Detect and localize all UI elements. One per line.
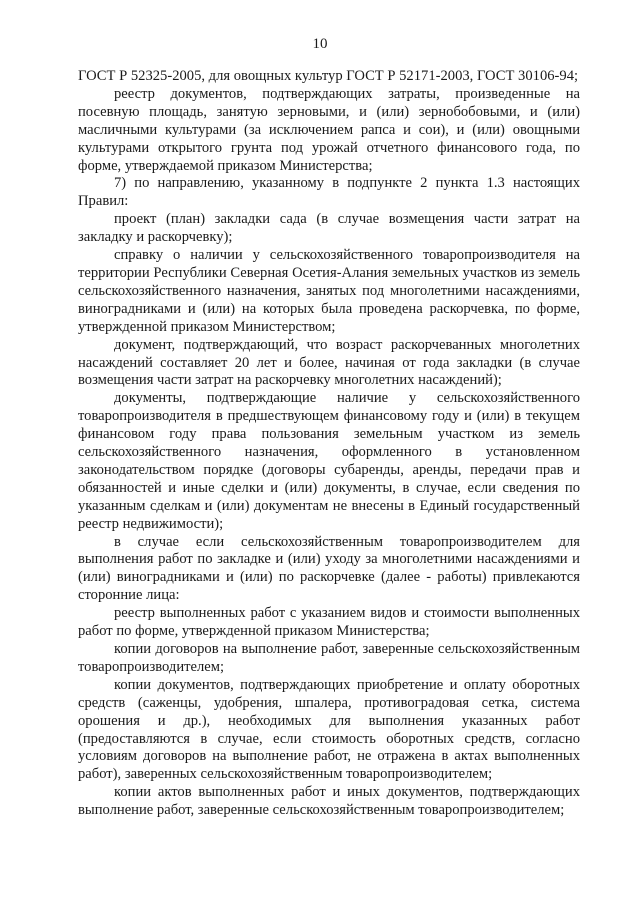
paragraph-contract-copies: копии договоров на выполнение работ, заверенные сельскохозяйственным товаропроизводителем;: [78, 641, 580, 675]
paragraph-acts-copies: копии актов выполненных работ и иных документов, подтверждающих выполнение работ, заверенные сельскохозяйственным товаропроизводителем;: [78, 784, 580, 819]
paragraph-third-parties: в случае если сельскохозяйственным товаропроизводителем для выполнения работ по закладке и (или) уходу за многолетними насаждениями и (или) виноградниками и (или) по раскорчевке (далее - работы) привлекаются сторонние лица:: [78, 533, 580, 604]
document-body: [78, 68, 580, 820]
paragraph-gost-continuation: ГОСТ Р 52325-2005, для овощных культур ГОСТ Р 52171-2003, ГОСТ 30106-94;: [78, 68, 579, 84]
paragraph-land-certificate: справку о наличии у сельскохозяйственного товаропроизводителя на территории Республики Северная Осетия-Алания земельных участков из земель сельскохозяйственного назначения, занятых под многолетними насаждениями, виноградниками и (или) на которых была проведена раскорчевка, по форме, утвержденной приказом Министерством;: [78, 247, 580, 335]
paragraph-plant-age-document: документ, подтверждающий, что возраст раскорчеванных многолетних насаждений составляет 20 лет и более, начиная от года закладки (в случае возмещения части затрат на раскорчевку многолетних насаждений);: [78, 336, 580, 389]
paragraph-orchard-plan: проект (план) закладки сада (в случае возмещения части затрат на закладку и раскорчевку);: [78, 211, 580, 246]
paragraph-working-capital-documents: копии документов, подтверждающих приобретение и оплату оборотных средств (саженцы, удобрения, шпалера, противоградовая сетка, система орошения и др.), необходимых для выполнения указанных работ (предоставляются в случае, если стоимость оборотных средств, согласно условиям договоров на выполнение работ, не отражена в актах выполненных работ), заверенных сельскохозяйственным товаропроизводителем;: [78, 676, 580, 783]
paragraph-registry-costs: реестр документов, подтверждающих затраты, произведенные на посевную площадь, занятую зерновыми, и (или) зернобобовыми, и (или) масличными культурами (за исключением рапса и сои), и (или) овощными культурами открытого грунта под урожай отчетного финансового года, по форме, утверждаемой приказом Министерства;: [78, 85, 580, 174]
paragraph-item-7: 7) по направлению, указанному в подпункте 2 пункта 1.3 настоящих Правил:: [78, 175, 580, 210]
paragraph-works-registry: реестр выполненных работ с указанием видов и стоимости выполненных работ по форме, утвержденной приказом Министерства;: [78, 605, 580, 640]
page-number: 10: [312, 36, 328, 52]
paragraph-land-rights-documents: документы, подтверждающие наличие у сельскохозяйственного товаропроизводителя в предшествующем финансовому году и (или) в текущем финансовом году права пользования земельным участком из земель сельскохозяйственного назначения, оформленного в установленном законодательством порядке (договоры субаренды, аренды, передачи прав и обязанностей и иные сделки и (или) документы, в случае, если сведения по указанным сделкам и (или) документам не внесены в Единый государственный реестр недвижимости);: [78, 390, 580, 532]
